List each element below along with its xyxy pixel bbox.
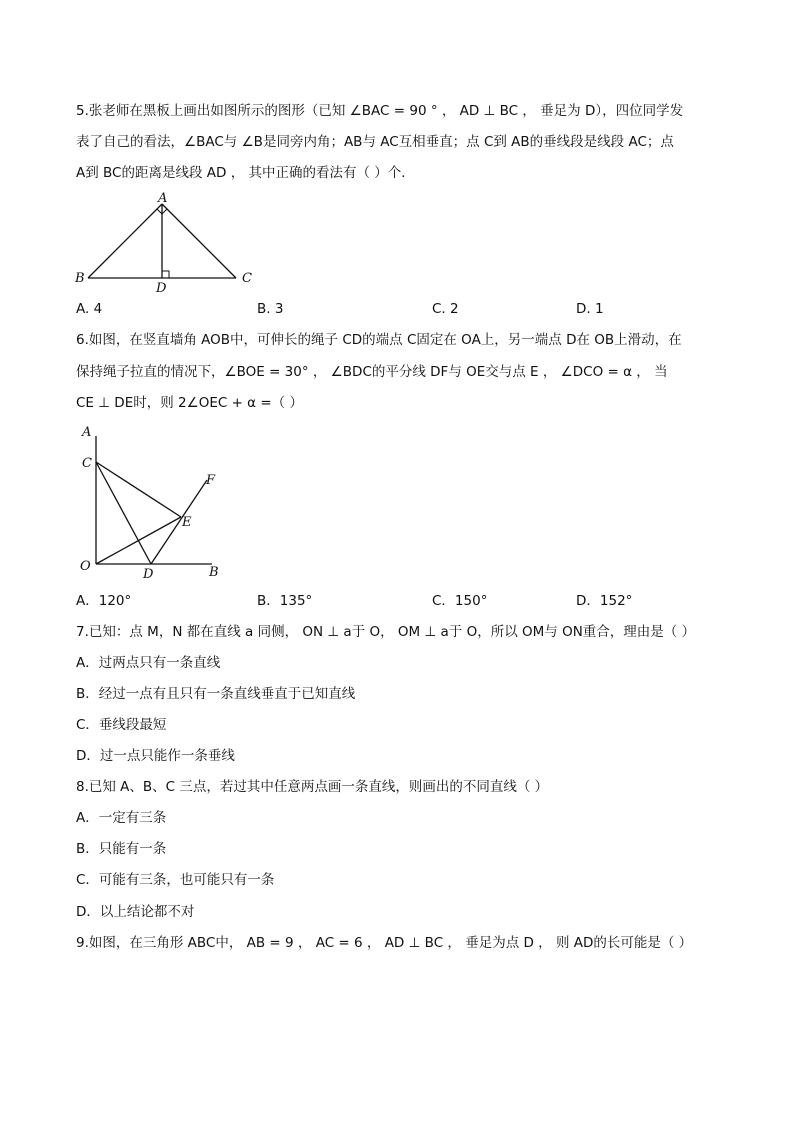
ray-DF [151,480,207,564]
q6-option-a: A．120° [76,593,132,609]
label-A: A [82,425,92,440]
label-B: B [75,271,85,286]
q5-line-3: A到 BC的距离是线段 AD ， 其中正确的看法有（ ）个． [76,165,415,181]
q8-option-b: B．只能有一条 [76,841,167,857]
label-F: F [206,473,216,488]
q5-option-d: D. 1 [576,301,604,317]
q8-option-d: D．以上结论都不对 [76,904,195,920]
label-C: C [242,271,252,286]
q7-option-c: C．垂线段最短 [76,717,167,733]
segment-AC [162,204,236,278]
label-D: D [143,567,154,582]
q5-triangle-figure [70,192,270,297]
q6-wall-corner-figure [72,420,232,585]
label-O: O [80,559,91,574]
q8-line-1: 8.已知 A、B、C 三点，若过其中任意两点画一条直线，则画出的不同直线（ ） [76,779,549,795]
q8-option-c: C．可能有三条，也可能只有一条 [76,872,275,888]
q7-line-1: 7.已知：点 M，N 都在直线 a 同侧， ON ⊥ a于 O， OM ⊥ a于 O，所以 OM与 ON重合，理由是（ ） [76,624,696,640]
q5-option-c: C. 2 [432,301,459,317]
q7-option-b: B．经过一点有且只有一条直线垂直于已知直线 [76,686,356,702]
label-B: B [209,565,219,580]
q6-line-1: 6.如图，在竖直墙角 AOB中，可伸长的绳子 CD的端点 C固定在 OA上，另一端点 D在 OB上滑动，在 [76,332,682,348]
segment-OE [96,517,181,564]
q8-option-a: A．一定有三条 [76,810,167,826]
right-angle-mark-D [162,271,169,278]
q9-line-1: 9.如图，在三角形 ABC中， AB = 9 ， AC = 6 ， AD ⊥ BC ， 垂足为点 D ， 则 AD的长可能是（ ） [76,935,693,951]
label-D: D [156,281,167,296]
q6-option-b: B．135° [257,593,313,609]
segment-AB [88,204,162,278]
q7-option-a: A．过两点只有一条直线 [76,655,221,671]
q6-line-3: CE ⊥ DE时，则 2∠OEC + α =（ ） [76,395,303,411]
q6-option-c: C．150° [432,593,488,609]
q5-line-2: 表了自己的看法，∠BAC与 ∠B是同旁内角；AB与 AC互相垂直；点 C到 AB的垂线段是线段 AC；点 [76,134,674,150]
q7-option-d: D．过一点只能作一条垂线 [76,748,235,764]
q6-line-2: 保持绳子拉直的情况下，∠BOE = 30° ， ∠BDC的平分线 DF与 OE交与点 E ， ∠DCO = α ， 当 [76,364,668,380]
q5-option-b: B. 3 [257,301,284,317]
label-E: E [182,515,192,530]
q5-line-1: 5.张老师在黑板上画出如图所示的图形（已知 ∠BAC = 90 ° ， AD ⊥ BC ， 垂足为 D），四位同学发 [76,103,684,119]
label-C: C [82,456,92,471]
q6-option-d: D．152° [576,593,633,609]
segment-CE [96,462,181,517]
q5-option-a: A. 4 [76,301,103,317]
label-A: A [158,192,168,206]
